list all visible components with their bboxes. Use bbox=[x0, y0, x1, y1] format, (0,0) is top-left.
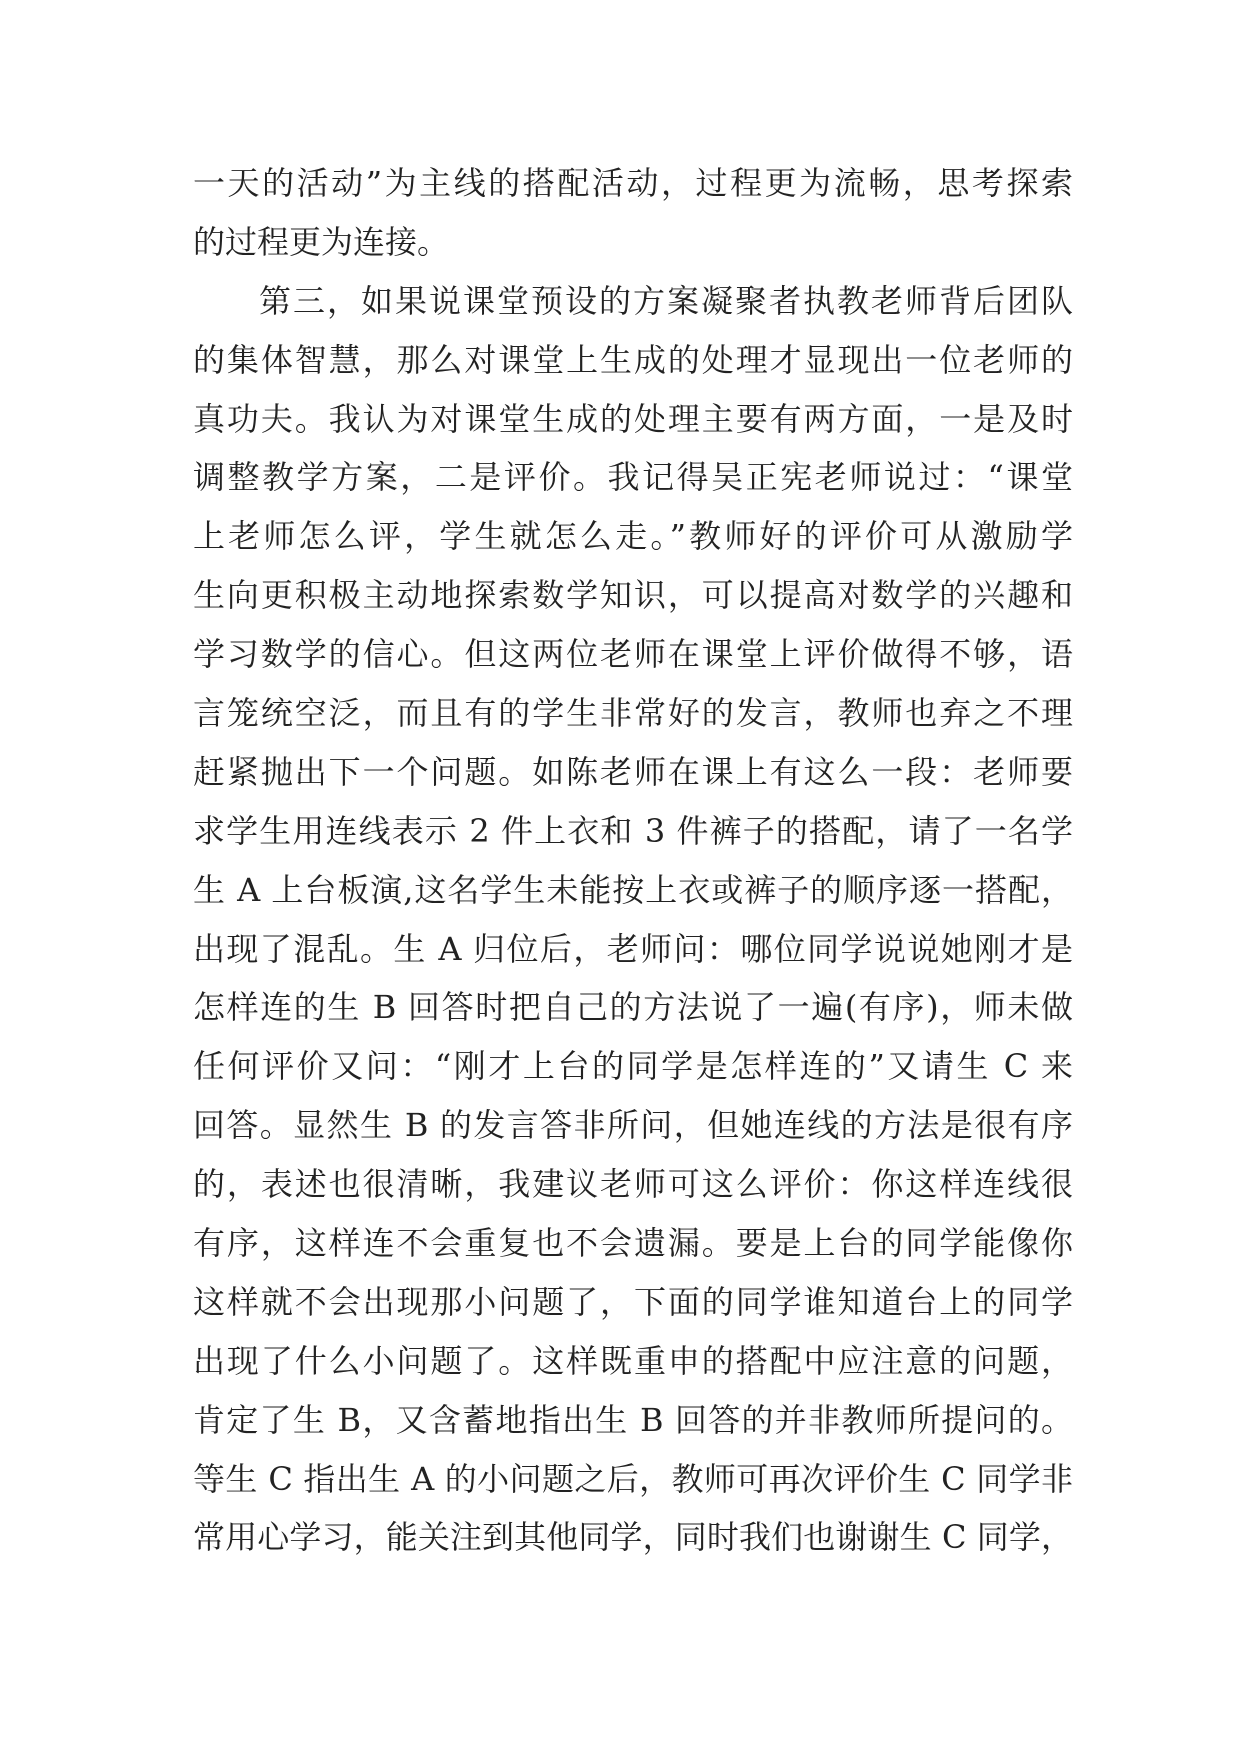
text-line: 一天的活动”为主线的搭配活动，过程更为流畅，思考探索 bbox=[193, 164, 1073, 202]
text-line: 的过程更为连接。 bbox=[193, 222, 450, 261]
text-line: 求学生用连线表示 2 件上衣和 3 件裤子的搭配，请了一名学 bbox=[193, 811, 1073, 850]
body-text bbox=[193, 154, 1073, 1567]
text-line: 任何评价又问：“刚才上台的同学是怎样连的”又请生 C 来 bbox=[193, 1047, 1073, 1086]
text-line: 第三，如果说课堂预设的方案凝聚者执教老师背后团队 bbox=[259, 281, 1073, 320]
text-line: 有序，这样连不会重复也不会遗漏。要是上台的同学能像你 bbox=[193, 1224, 1073, 1263]
text-line: 言笼统空泛，而且有的学生非常好的发言，教师也弃之不理 bbox=[193, 694, 1073, 733]
text-line: 出现了混乱。生 A 归位后，老师问：哪位同学说说她刚才是 bbox=[193, 929, 1073, 968]
text-line: 的集体智慧，那么对课堂上生成的处理才显现出一位老师的 bbox=[193, 340, 1073, 379]
text-line: 常用心学习，能关注到其他同学，同时我们也谢谢生 C 同学， bbox=[193, 1518, 1073, 1557]
text-line: 真功夫。我认为对课堂生成的处理主要有两方面，一是及时 bbox=[193, 399, 1073, 438]
text-line: 的，表述也很清晰，我建议老师可这么评价：你这样连线很 bbox=[193, 1165, 1073, 1204]
text-line: 赶紧抛出下一个问题。如陈老师在课上有这么一段：老师要 bbox=[193, 752, 1073, 791]
text-line: 学习数学的信心。但这两位老师在课堂上评价做得不够，语 bbox=[193, 635, 1073, 674]
text-line: 肯定了生 B，又含蓄地指出生 B 回答的并非教师所提问的。 bbox=[193, 1400, 1073, 1439]
text-line: 上老师怎么评，学生就怎么走。”教师好的评价可从激励学 bbox=[193, 517, 1073, 556]
text-line: 这样就不会出现那小问题了，下面的同学谁知道台上的同学 bbox=[193, 1282, 1073, 1321]
text-line: 等生 C 指出生 A 的小问题之后，教师可再次评价生 C 同学非 bbox=[193, 1459, 1073, 1498]
text-line: 调整教学方案，二是评价。我记得吴正宪老师说过：“课堂 bbox=[193, 458, 1073, 497]
text-line: 怎样连的生 B 回答时把自己的方法说了一遍(有序)，师未做 bbox=[193, 988, 1073, 1027]
text-line: 出现了什么小问题了。这样既重申的搭配中应注意的问题， bbox=[193, 1341, 1073, 1380]
text-line: 回答。显然生 B 的发言答非所问，但她连线的方法是很有序 bbox=[193, 1106, 1073, 1145]
text-line: 生向更积极主动地探索数学知识，可以提高对数学的兴趣和 bbox=[193, 576, 1073, 615]
text-line: 生 A 上台板演,这名学生未能按上衣或裤子的顺序逐一搭配， bbox=[193, 870, 1073, 909]
